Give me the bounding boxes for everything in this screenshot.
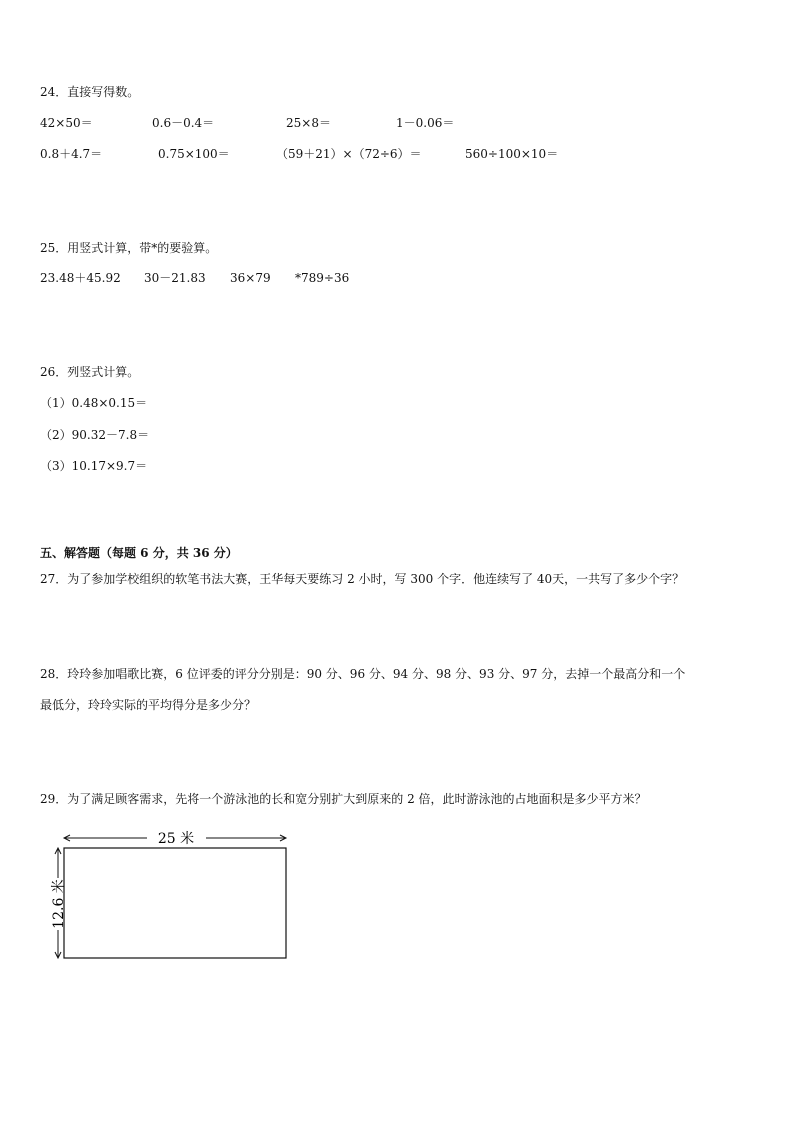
q28-text-line2: 最低分，玲玲实际的平均得分是多少分？ [40, 698, 257, 712]
pool-rectangle [64, 848, 286, 958]
q27-text: 27．为了参加学校组织的软笔书法大赛，王华每天要练习 2 小时，写 300 个字．他连续写了 40天，一共写了多少个字？ [40, 572, 685, 586]
q28-text-line1: 28．玲玲参加唱歌比赛，6 位评委的评分分别是：90 分、96 分、94 分、98 分、93 分、97 分，去掉一个最高分和一个 [40, 667, 686, 681]
width-label: 12.6 米 [51, 879, 67, 929]
q24-expr-6: 0.75×100＝ [158, 147, 230, 161]
section-5-title: 五、解答题（每题 6 分，共 36 分） [40, 546, 238, 560]
q24-expr-1: 42×50＝ [40, 116, 93, 130]
q26-item-1: （1）0.48×0.15＝ [40, 396, 148, 410]
pool-diagram [40, 820, 300, 970]
q25-item-4: *789÷36 [295, 271, 350, 285]
q26-item-2: （2）90.32－7.8＝ [40, 428, 150, 442]
q25-item-3: 36×79 [230, 271, 271, 285]
q25-item-1: 23.48＋45.92 [40, 271, 121, 285]
q24-expr-3: 25×8＝ [286, 116, 331, 130]
q24-expr-5: 0.8＋4.7＝ [40, 147, 103, 161]
q24-expr-8: 560÷100×10＝ [465, 147, 559, 161]
q25-item-2: 30－21.83 [144, 271, 206, 285]
q24-title: 24．直接写得数。 [40, 85, 140, 99]
length-label: 25 米 [157, 831, 195, 847]
q24-expr-2: 0.6－0.4＝ [152, 116, 215, 130]
q26-title: 26．列竖式计算。 [40, 365, 140, 379]
q29-text: 29．为了满足顾客需求，先将一个游泳池的长和宽分别扩大到原来的 2 倍，此时游泳池的占地面积是多少平方米？ [40, 792, 647, 806]
q24-expr-7: （59＋21）×（72÷6）＝ [276, 147, 422, 161]
q24-expr-4: 1－0.06＝ [396, 116, 455, 130]
q25-title: 25．用竖式计算，带*的要验算。 [40, 241, 218, 255]
q26-item-3: （3）10.17×9.7＝ [40, 459, 148, 473]
